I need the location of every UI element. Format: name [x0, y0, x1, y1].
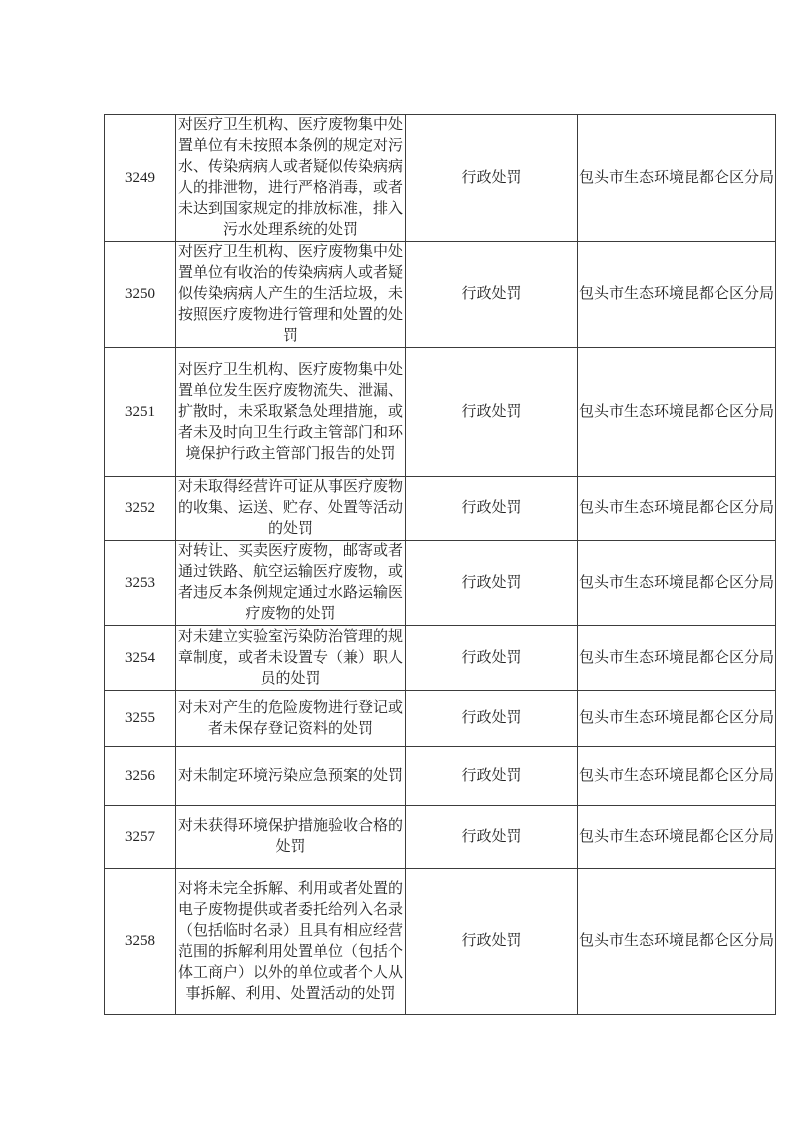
table-row: [105, 747, 776, 806]
department-cell: 包头市生态环境昆都仑区分局: [578, 541, 776, 626]
penalty-item-cell: 对医疗卫生机构、医疗废物集中处置单位发生医疗废物流失、泄漏、扩散时，未采取紧急处理措施，或者未及时向卫生行政主管部门和环境保护行政主管部门报告的处罚: [176, 348, 406, 477]
penalty-item-cell: 对未对产生的危险废物进行登记或者未保存登记资料的处罚: [176, 691, 406, 747]
department-cell: 包头市生态环境昆都仑区分局: [578, 115, 776, 242]
row-id-cell: 3250: [105, 242, 176, 348]
penalty-item-cell: 对未取得经营许可证从事医疗废物的收集、运送、贮存、处置等活动的处罚: [176, 477, 406, 541]
row-id-cell: 3253: [105, 541, 176, 626]
table-row: [105, 806, 776, 869]
table-row: [105, 477, 776, 541]
penalty-type-cell: 行政处罚: [406, 477, 578, 541]
row-id-cell: 3258: [105, 869, 176, 1015]
penalty-item-cell: 对转让、买卖医疗废物，邮寄或者通过铁路、航空运输医疗废物，或者违反本条例规定通过水路运输医疗废物的处罚: [176, 541, 406, 626]
table-row: [105, 691, 776, 747]
row-id-cell: 3257: [105, 806, 176, 869]
penalty-type-cell: 行政处罚: [406, 115, 578, 242]
penalty-item-cell: 对将未完全拆解、利用或者处置的电子废物提供或者委托给列入名录（包括临时名录）且具有相应经营范围的拆解利用处置单位（包括个体工商户）以外的单位或者个人从事拆解、利用、处置活动的处罚: [176, 869, 406, 1015]
penalty-item-cell: 对医疗卫生机构、医疗废物集中处置单位有收治的传染病病人或者疑似传染病病人产生的生活垃圾，未按照医疗废物进行管理和处置的处罚: [176, 242, 406, 348]
penalty-item-cell: 对未获得环境保护措施验收合格的处罚: [176, 806, 406, 869]
row-id-cell: 3251: [105, 348, 176, 477]
table-row: [105, 348, 776, 477]
penalty-type-cell: 行政处罚: [406, 691, 578, 747]
penalty-type-cell: 行政处罚: [406, 242, 578, 348]
department-cell: 包头市生态环境昆都仑区分局: [578, 869, 776, 1015]
penalty-item-cell: 对未制定环境污染应急预案的处罚: [176, 747, 406, 806]
row-id-cell: 3254: [105, 626, 176, 691]
department-cell: 包头市生态环境昆都仑区分局: [578, 348, 776, 477]
table-row: [105, 242, 776, 348]
department-cell: 包头市生态环境昆都仑区分局: [578, 477, 776, 541]
penalty-type-cell: 行政处罚: [406, 747, 578, 806]
department-cell: 包头市生态环境昆都仑区分局: [578, 806, 776, 869]
row-id-cell: 3252: [105, 477, 176, 541]
row-id-cell: 3256: [105, 747, 176, 806]
penalty-type-cell: 行政处罚: [406, 806, 578, 869]
penalty-type-cell: 行政处罚: [406, 626, 578, 691]
penalty-type-cell: 行政处罚: [406, 348, 578, 477]
table-row: [105, 626, 776, 691]
table-row: [105, 115, 776, 242]
table-row: [105, 541, 776, 626]
department-cell: 包头市生态环境昆都仑区分局: [578, 242, 776, 348]
penalty-table: [104, 114, 776, 1015]
penalty-type-cell: 行政处罚: [406, 869, 578, 1015]
department-cell: 包头市生态环境昆都仑区分局: [578, 626, 776, 691]
row-id-cell: 3249: [105, 115, 176, 242]
department-cell: 包头市生态环境昆都仑区分局: [578, 747, 776, 806]
penalty-item-cell: 对未建立实验室污染防治管理的规章制度，或者未设置专（兼）职人员的处罚: [176, 626, 406, 691]
penalty-type-cell: 行政处罚: [406, 541, 578, 626]
department-cell: 包头市生态环境昆都仑区分局: [578, 691, 776, 747]
penalty-item-cell: 对医疗卫生机构、医疗废物集中处置单位有未按照本条例的规定对污水、传染病病人或者疑似传染病病人的排泄物，进行严格消毒，或者未达到国家规定的排放标准，排入污水处理系统的处罚: [176, 115, 406, 242]
row-id-cell: 3255: [105, 691, 176, 747]
table-row: [105, 869, 776, 1015]
